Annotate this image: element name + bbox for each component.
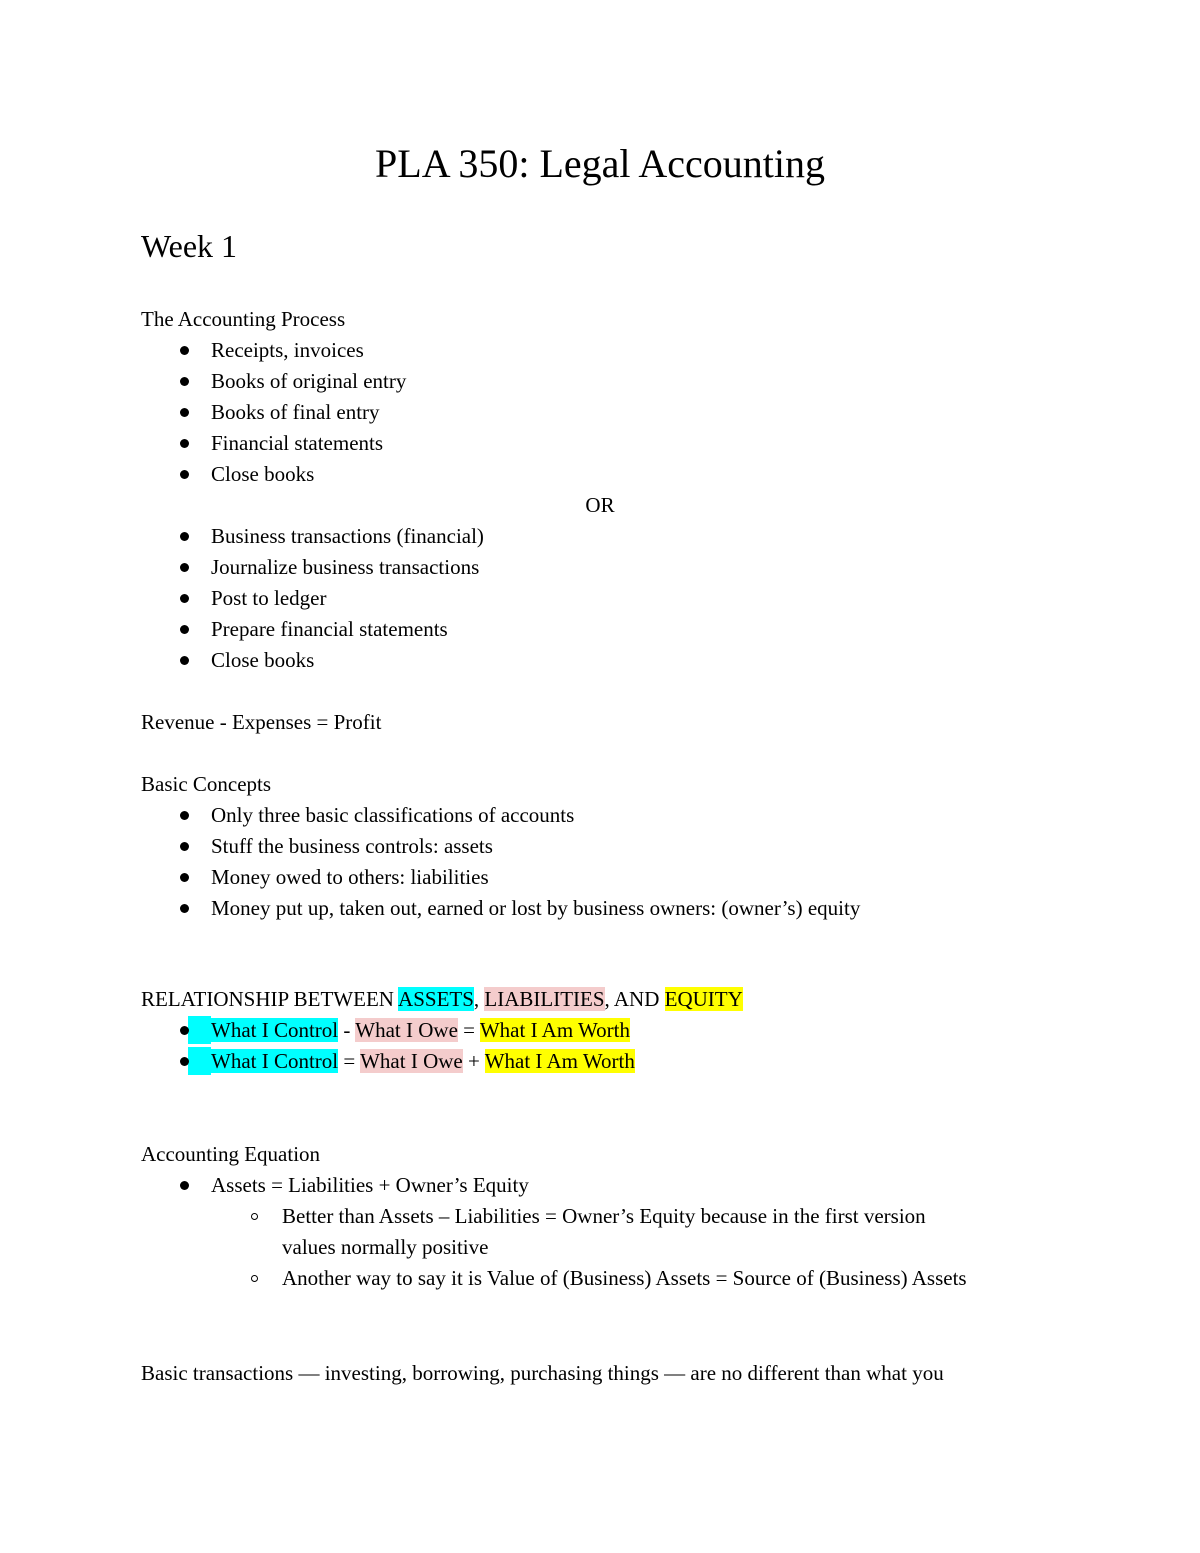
- bullet-icon: [180, 532, 189, 541]
- bullet-icon: [180, 408, 189, 417]
- equation-operator: =: [457, 1018, 480, 1042]
- process-list-b-item: Close books: [211, 648, 315, 672]
- concepts-heading: Basic Concepts: [141, 772, 272, 796]
- worth-highlight: What I Am Worth: [484, 1049, 635, 1073]
- concepts-item: Money owed to others: liabilities: [211, 865, 489, 889]
- bullet-icon: [180, 842, 189, 851]
- equation-sub-item-continued: values normally positive: [282, 1235, 489, 1259]
- equity-highlight: EQUITY: [664, 987, 743, 1011]
- bullet-icon: [180, 904, 189, 913]
- cyan-highlight-lead: [188, 1047, 211, 1075]
- equation-operator: -: [338, 1018, 356, 1042]
- bullet-icon: [180, 346, 189, 355]
- bullet-icon: [180, 625, 189, 634]
- owe-highlight: What I Owe: [360, 1049, 463, 1073]
- sub-bullet-icon: [251, 1275, 258, 1282]
- control-highlight: What I Control: [211, 1018, 339, 1042]
- liabilities-highlight: LIABILITIES: [484, 987, 605, 1011]
- equation-sub-item: Another way to say it is Value of (Business) Assets = Source of (Business) Assets: [282, 1266, 967, 1290]
- sub-bullet-icon: [251, 1213, 258, 1220]
- relationship-and: , AND: [604, 987, 665, 1011]
- bullet-icon: [180, 594, 189, 603]
- bullet-icon: [180, 811, 189, 820]
- concepts-item: Stuff the business controls: assets: [211, 834, 493, 858]
- equation-sub-item: Better than Assets – Liabilities = Owner’s Equity because in the first version: [282, 1204, 926, 1228]
- week-heading: Week 1: [141, 228, 238, 264]
- owe-highlight: What I Owe: [355, 1018, 458, 1042]
- control-highlight: What I Control: [211, 1049, 339, 1073]
- process-list-a-item: Receipts, invoices: [211, 338, 364, 362]
- bullet-icon: [180, 439, 189, 448]
- process-heading: The Accounting Process: [141, 307, 346, 331]
- process-list-a-item: Books of final entry: [211, 400, 380, 424]
- profit-formula: Revenue - Expenses = Profit: [141, 710, 382, 734]
- concepts-item: Only three basic classifications of accounts: [211, 803, 575, 827]
- relationship-equation-2: [211, 1047, 635, 1075]
- bullet-icon: [180, 377, 189, 386]
- bullet-icon: [180, 1057, 189, 1066]
- relationship-comma: ,: [473, 987, 485, 1011]
- bullet-icon: [180, 656, 189, 665]
- process-list-a-item: Books of original entry: [211, 369, 407, 393]
- relationship-heading: [141, 985, 743, 1013]
- process-list-b-item: Post to ledger: [211, 586, 327, 610]
- equation-heading: Accounting Equation: [141, 1142, 321, 1166]
- bullet-icon: [180, 1181, 189, 1190]
- bullet-icon: [180, 1026, 189, 1035]
- equation-item: Assets = Liabilities + Owner’s Equity: [211, 1173, 529, 1197]
- closing-paragraph: Basic transactions — investing, borrowing, purchasing things — are no different than what you: [141, 1361, 944, 1385]
- assets-highlight: ASSETS: [398, 987, 474, 1011]
- worth-highlight: What I Am Worth: [479, 1018, 631, 1042]
- equation-operator: +: [462, 1049, 485, 1073]
- bullet-icon: [180, 470, 189, 479]
- or-separator: OR: [585, 493, 615, 517]
- process-list-a-item: Close books: [211, 462, 315, 486]
- bullet-icon: [180, 563, 189, 572]
- process-list-b-item: Journalize business transactions: [211, 555, 480, 579]
- bullet-icon: [180, 873, 189, 882]
- cyan-highlight-lead: [188, 1016, 211, 1044]
- equation-operator: =: [338, 1049, 361, 1073]
- relationship-prefix: RELATIONSHIP BETWEEN: [141, 987, 399, 1011]
- relationship-equation-1: [211, 1016, 630, 1044]
- document-title: PLA 350: Legal Accounting: [375, 141, 825, 186]
- process-list-a-item: Financial statements: [211, 431, 384, 455]
- process-list-b-item: Prepare financial statements: [211, 617, 448, 641]
- process-list-b-item: Business transactions (financial): [211, 524, 484, 548]
- concepts-item: Money put up, taken out, earned or lost by business owners: (owner’s) equity: [211, 896, 861, 920]
